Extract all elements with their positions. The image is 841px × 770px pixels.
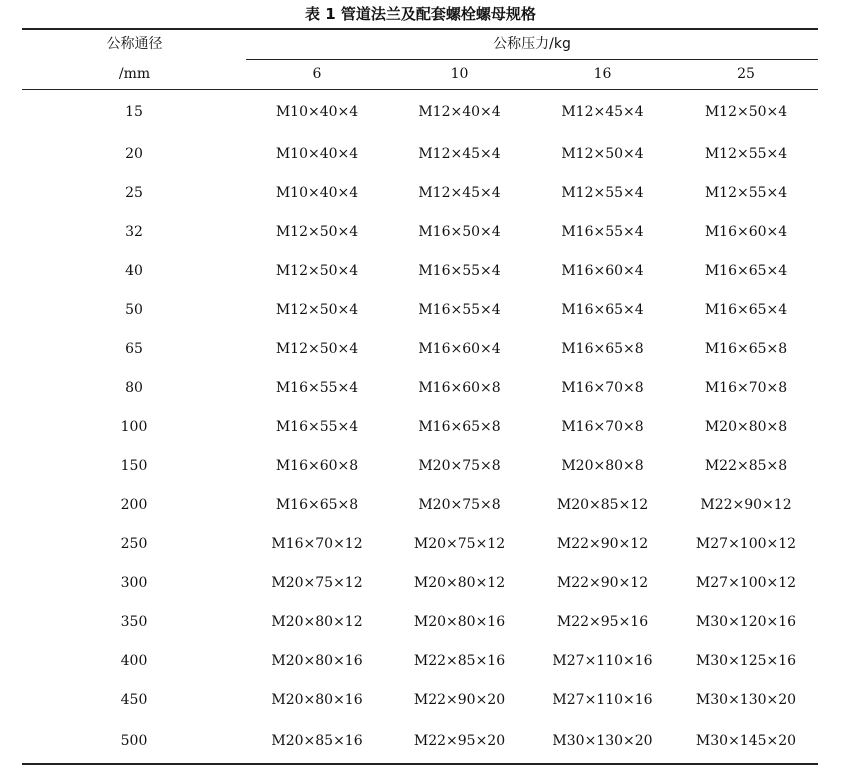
spec-cell: M22×90×12 (556, 536, 649, 552)
spec-cell: M20×80×8 (704, 419, 788, 435)
dn-cell: 80 (125, 380, 143, 396)
spec-cell: M16×65×8 (418, 419, 501, 435)
dn-cell: 450 (120, 692, 148, 708)
table-row (22, 447, 818, 486)
table-row (22, 330, 818, 369)
dn-cell: 32 (125, 224, 143, 240)
header-dn-label: 公称通径 (106, 36, 163, 52)
dn-cell: 400 (120, 653, 148, 669)
dn-cell: 65 (125, 341, 143, 357)
spec-cell: M12×50×4 (275, 302, 359, 318)
spec-cell: M16×70×8 (561, 419, 644, 435)
dn-cell: 50 (125, 302, 143, 318)
table-row (22, 135, 818, 174)
spec-cell: M16×55×4 (275, 419, 359, 435)
spec-cell: M12×50×4 (275, 341, 359, 357)
spec-cell: M16×50×4 (418, 224, 501, 240)
table-row (22, 564, 818, 603)
spec-cell: M12×55×4 (704, 185, 788, 201)
spec-cell: M22×85×8 (704, 458, 788, 474)
spec-cell: M16×60×4 (418, 341, 501, 357)
spec-cell: M16×60×4 (704, 224, 788, 240)
spec-cell: M16×65×4 (704, 302, 788, 318)
table-row (22, 291, 818, 330)
dn-cell: 100 (120, 419, 148, 435)
spec-cell: M12×45×4 (418, 185, 501, 201)
header-dn-unit: /mm (118, 66, 151, 82)
spec-cell: M10×40×4 (275, 185, 359, 201)
header-bottom-rule (22, 89, 818, 90)
spec-cell: M20×80×16 (271, 653, 363, 669)
spec-cell: M12×50×4 (275, 224, 359, 240)
table-bottom-rule (22, 763, 818, 765)
dn-cell: 200 (120, 497, 148, 513)
spec-cell: M20×80×12 (271, 614, 363, 630)
table-top-rule (22, 28, 818, 30)
table-row (22, 486, 818, 525)
spec-cell: M16×65×8 (704, 341, 788, 357)
header-pressure-16: 16 (593, 66, 612, 82)
table-row (22, 213, 818, 252)
spec-cell: M27×110×16 (552, 653, 653, 669)
spec-cell: M16×55×4 (275, 380, 359, 396)
spec-cell: M16×65×8 (561, 341, 644, 357)
header-pn-rule (246, 59, 818, 60)
dn-cell: 15 (125, 104, 143, 120)
spec-cell: M20×75×8 (418, 458, 501, 474)
dn-cell: 500 (120, 733, 148, 749)
header-pn-label: 公称压力/kg (493, 36, 571, 52)
spec-cell: M12×50×4 (561, 146, 644, 162)
table-row (22, 681, 818, 720)
header-pressure-6: 6 (312, 66, 322, 82)
spec-cell: M30×120×16 (695, 614, 797, 630)
dn-cell: 20 (125, 146, 143, 162)
spec-cell: M22×95×20 (413, 733, 506, 749)
table-row (22, 252, 818, 291)
spec-cell: M30×145×20 (695, 733, 797, 749)
dn-cell: 25 (125, 185, 143, 201)
spec-cell: M22×90×20 (413, 692, 506, 708)
spec-cell: M12×50×4 (704, 104, 788, 120)
table-row (22, 525, 818, 564)
spec-cell: M10×40×4 (275, 146, 359, 162)
spec-cell: M22×95×16 (556, 614, 649, 630)
spec-cell: M30×125×16 (695, 653, 797, 669)
spec-cell: M30×130×20 (695, 692, 797, 708)
dn-cell: 150 (120, 458, 148, 474)
spec-cell: M22×90×12 (700, 497, 792, 513)
spec-cell: M16×55×4 (418, 302, 501, 318)
dn-cell: 300 (120, 575, 148, 591)
spec-cell: M20×80×12 (413, 575, 506, 591)
table-row (22, 642, 818, 681)
header-pressure-10: 10 (450, 66, 469, 82)
spec-cell: M16×70×12 (271, 536, 363, 552)
spec-cell: M20×75×8 (418, 497, 501, 513)
dn-cell: 250 (120, 536, 148, 552)
header-pressure-25: 25 (737, 66, 755, 82)
spec-cell: M12×55×4 (561, 185, 644, 201)
spec-cell: M12×40×4 (418, 104, 501, 120)
spec-cell: M30×130×20 (552, 733, 653, 749)
table-row (22, 369, 818, 408)
table-row (22, 93, 818, 132)
dn-cell: 350 (120, 614, 148, 630)
spec-cell: M22×85×16 (413, 653, 506, 669)
spec-cell: M20×80×16 (413, 614, 506, 630)
spec-cell: M20×85×16 (271, 733, 363, 749)
spec-cell: M16×60×8 (275, 458, 359, 474)
spec-cell: M27×100×12 (695, 536, 797, 552)
table-row (22, 722, 818, 761)
table-title: 表 1 管道法兰及配套螺栓螺母规格 (305, 5, 536, 23)
spec-cell: M20×75×12 (271, 575, 363, 591)
spec-cell: M16×55×4 (561, 224, 644, 240)
spec-cell: M27×100×12 (695, 575, 797, 591)
spec-cell: M16×70×8 (704, 380, 788, 396)
spec-cell: M12×45×4 (561, 104, 644, 120)
spec-cell: M16×65×4 (561, 302, 644, 318)
spec-cell: M16×70×8 (561, 380, 644, 396)
table-row (22, 603, 818, 642)
spec-cell: M20×75×12 (413, 536, 506, 552)
spec-cell: M12×45×4 (418, 146, 501, 162)
spec-cell: M20×80×8 (561, 458, 644, 474)
spec-cell: M27×110×16 (552, 692, 653, 708)
spec-cell: M16×60×4 (561, 263, 644, 279)
table-row (22, 408, 818, 447)
spec-cell: M10×40×4 (275, 104, 359, 120)
dn-cell: 40 (125, 263, 143, 279)
spec-cell: M12×50×4 (275, 263, 359, 279)
spec-cell: M22×90×12 (556, 575, 649, 591)
table-row (22, 174, 818, 213)
spec-cell: M12×55×4 (704, 146, 788, 162)
spec-cell: M20×80×16 (271, 692, 363, 708)
spec-cell: M20×85×12 (556, 497, 649, 513)
spec-cell: M16×65×8 (275, 497, 359, 513)
spec-cell: M16×60×8 (418, 380, 501, 396)
spec-cell: M16×55×4 (418, 263, 501, 279)
spec-cell: M16×65×4 (704, 263, 788, 279)
